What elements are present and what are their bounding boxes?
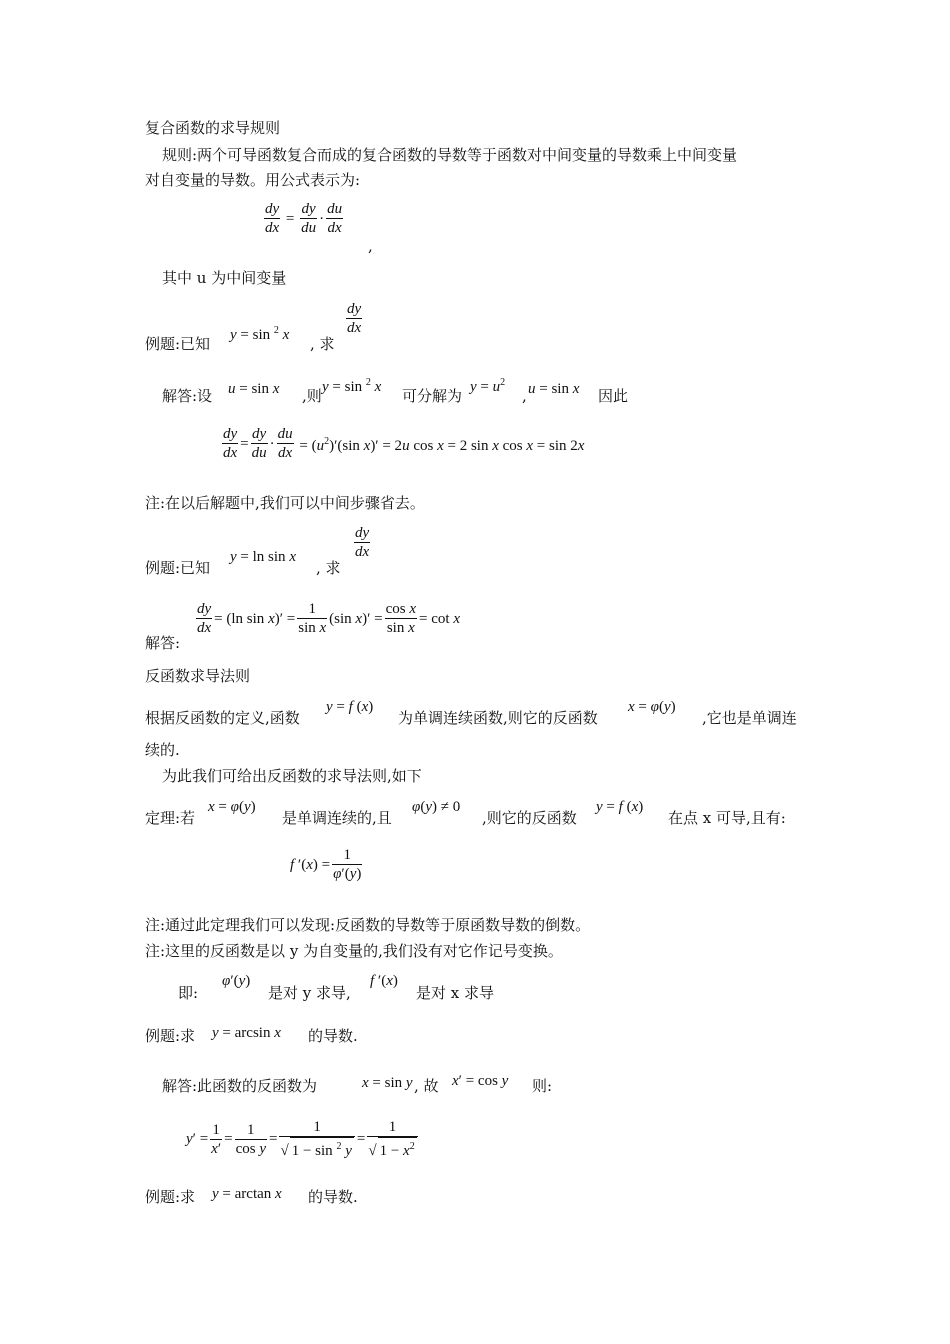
theorem-phi-prime-nonzero: φ(y) ≠ 0 [412, 799, 461, 815]
theorem-y-fx: y = f (x) [596, 799, 644, 815]
example2-dydx: $\frac{dy}{dx}$ [355, 525, 370, 560]
theorem-part-d: 在点 x 可导,且有: [668, 809, 786, 827]
example1-given: y = sin $^2$ x [230, 325, 290, 343]
theorem-part-b: 是单调连续的,且 [282, 809, 392, 827]
chain-rule-formula: $\frac{dy}{dx}$ = $\frac{dy}{du}$ · $\frac{du}{dx}$ [265, 201, 343, 236]
rule-text-line1: 规则:两个可导函数复合而成的复合函数的导数等于函数对中间变量的导数乘上中间变量 [162, 146, 738, 164]
namely-part-c: 是对 x 求导 [416, 984, 494, 1002]
namely-phi-prime: φ′(y) [222, 973, 251, 989]
example1-prefix: 例题:已知 [145, 335, 211, 353]
formula-comma: , [368, 237, 373, 255]
definition-part-a: 根据反函数的定义,函数 [145, 709, 300, 727]
note-skip-steps: 注:在以后解题中,我们可以中间步骤省去。 [145, 494, 425, 512]
example3-suffix: 的导数. [308, 1027, 358, 1045]
definition-line2: 续的. [145, 741, 180, 759]
rule-text-line2: 对自变量的导数。用公式表示为: [145, 171, 361, 189]
answer1-therefore: 因此 [598, 387, 629, 405]
heading-inverse-function: 反函数求导法则 [145, 667, 251, 685]
example3-function: y = arcsin x [212, 1025, 281, 1041]
answer3-hence: , 故 [414, 1077, 439, 1095]
definition-y-fx: y = f (x) [326, 699, 374, 715]
answer1-y-def: y = sin $^2$ x [322, 377, 382, 395]
answer1-u-sinx: u = sin x [528, 381, 580, 397]
inverse-rule-intro: 为此我们可给出反函数的求导法则,如下 [162, 767, 422, 785]
definition-x-phi-y: x = φ(y) [628, 699, 676, 715]
answer1-u-def: u = sin x [228, 381, 280, 397]
answer2-prefix: 解答: [145, 634, 181, 652]
namely-part-b: 是对 y 求导, [268, 984, 351, 1002]
example3-prefix: 例题:求 [145, 1027, 196, 1045]
answer1-then: ,则 [302, 387, 322, 405]
answer2-derivation: $\frac{dy}{dx}$ = (ln sin x)′ = $\frac{1}{\text{sin x}}$ (sin x)′ = $\frac{\text{cos x}}{\text{sin x}}$ = cot x [197, 601, 460, 636]
answer3-then: 则: [532, 1077, 553, 1095]
answer1-decompose: 可分解为 [402, 387, 463, 405]
namely-f-prime: f ′(x) [370, 973, 398, 989]
example2-prefix: 例题:已知 [145, 559, 211, 577]
inverse-derivative-formula: f ′(x) = $\frac{1}{\varphi'(y)}$ [290, 847, 362, 882]
answer1-comma: , [522, 387, 527, 405]
answer3-prefix: 解答:此函数的反函数为 [162, 1077, 318, 1095]
example2-find: , 求 [316, 559, 341, 577]
theorem-part-a: 定理:若 [145, 809, 196, 827]
answer3-derivation: y′ = $\frac{1}{x'}$ = $\frac{1}{\text{cos y}}$ = $\frac{1}{√ 1 - \sin ^2 y}$ = $\frac{1}{√ 1 - x^2}$ [186, 1118, 420, 1160]
note-reciprocal: 注:通过此定理我们可以发现:反函数的导数等于原函数导数的倒数。 [145, 916, 591, 934]
intermediate-variable-note: 其中 u 为中间变量 [162, 269, 287, 287]
example1-dydx: $\frac{dy}{dx}$ [347, 301, 362, 336]
definition-part-b: 为单调连续函数,则它的反函数 [398, 709, 598, 727]
example2-given: y = ln sin x [230, 549, 296, 565]
definition-part-c: ,它也是单调连 [702, 709, 797, 727]
answer3-x-prime: x′ = cos y [452, 1073, 509, 1089]
answer1-derivation: $\frac{dy}{dx}$ = $\frac{dy}{du}$ · $\frac{du}{dx}$ = $(u^2)'(\sin$ x)′ = 2u cos x = 2 sin x cos x = sin 2x [223, 426, 585, 461]
namely-prefix: 即: [178, 984, 199, 1002]
answer1-prefix: 解答:设 [162, 387, 213, 405]
answer1-y-u2: $y = u^2$ [470, 377, 506, 395]
example4-suffix: 的导数. [308, 1188, 358, 1206]
theorem-x-phi-y: x = φ(y) [208, 799, 256, 815]
example4-function: y = arctan x [212, 1186, 282, 1202]
heading-chain-rule: 复合函数的求导规则 [145, 119, 281, 137]
example4-prefix: 例题:求 [145, 1188, 196, 1206]
answer3-inverse: x = sin y [362, 1075, 413, 1091]
note-notation: 注:这里的反函数是以 y 为自变量的,我们没有对它作记号变换。 [145, 942, 563, 960]
theorem-part-c: ,则它的反函数 [482, 809, 577, 827]
example1-find: , 求 [310, 335, 335, 353]
